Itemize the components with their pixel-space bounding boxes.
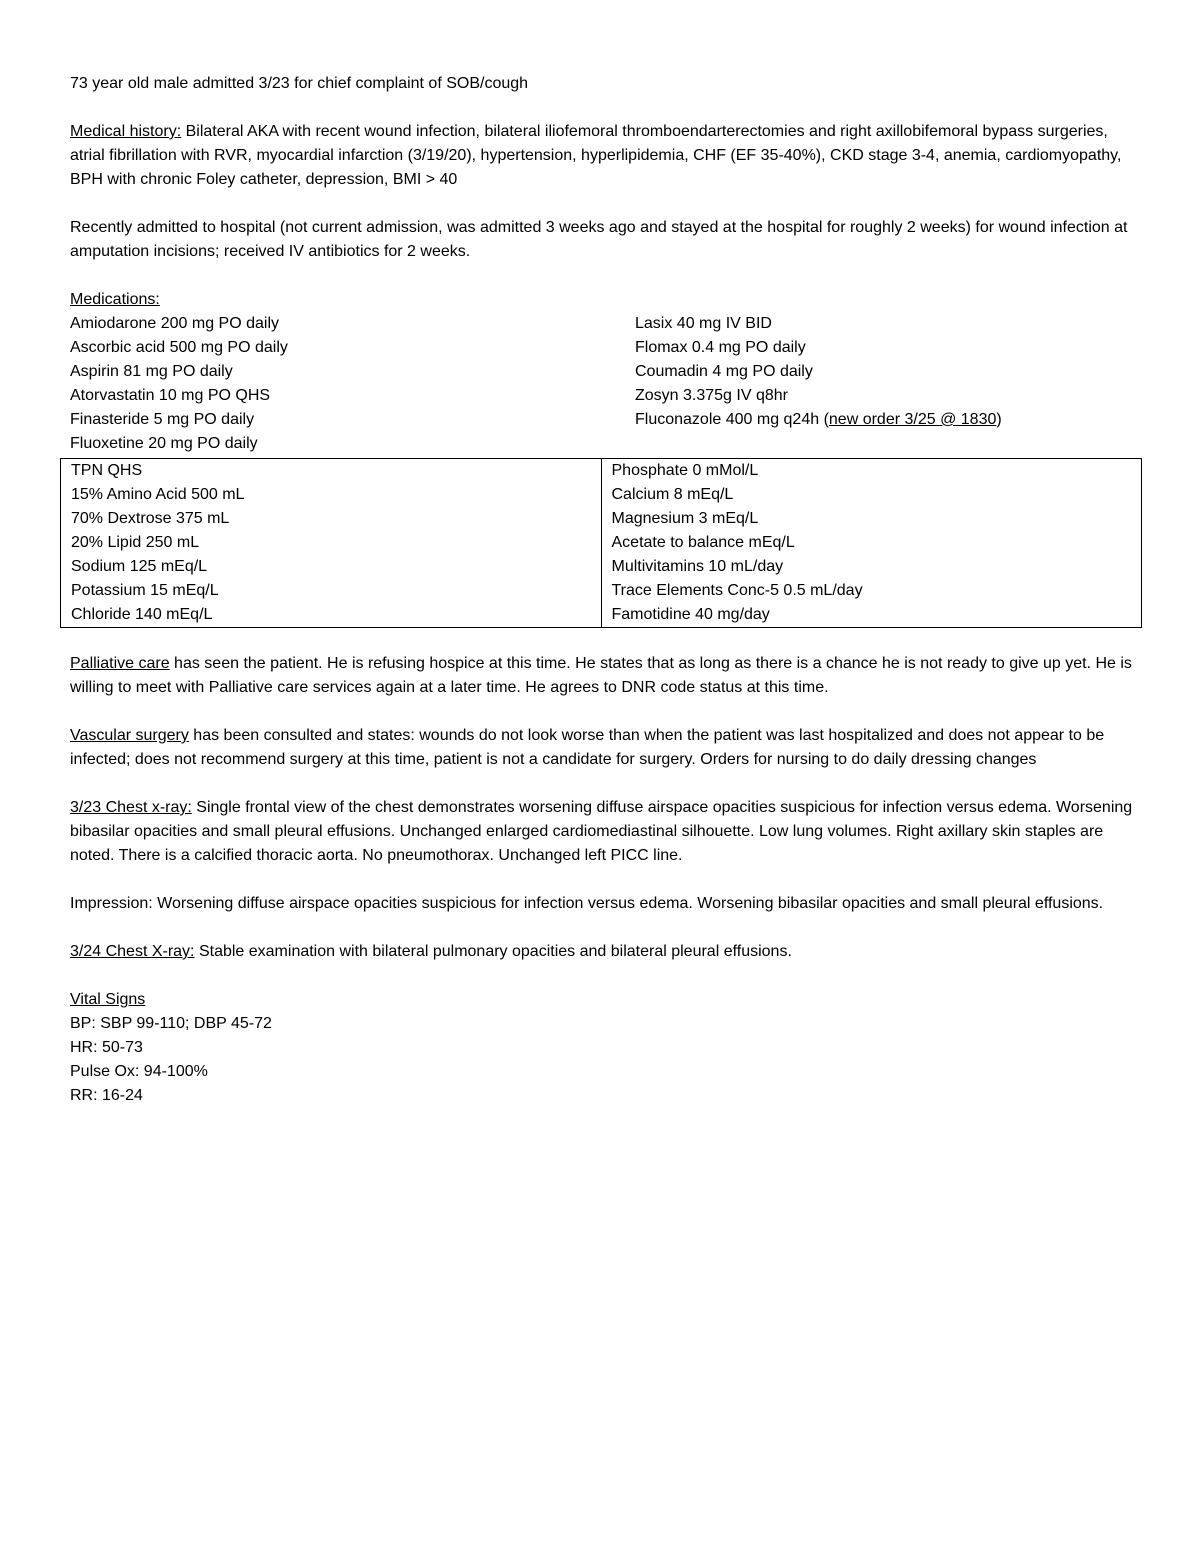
tpn-item: Trace Elements Conc-5 0.5 mL/day [611,582,863,599]
tpn-item: Acetate to balance mEq/L [611,534,795,551]
medications-heading [70,288,1142,312]
xray-324-text: Stable examination with bilateral pulmonary opacities and bilateral pleural effusions. [194,943,792,960]
xray-324-label: 3/24 Chest X-ray: [70,943,195,960]
medications-right-column [635,312,1135,456]
medication-item: Ascorbic acid 500 mg PO daily [70,339,288,356]
vascular-text: has been consulted and states: wounds do not look worse than when the patient was last hospitalized and does not appear to be infected; does not recommend surgery at this time, patient is not a candidate for surgery. Orders for nursing to do daily dressing changes [70,727,1105,768]
tpn-item: Magnesium 3 mEq/L [611,510,759,527]
medication-item: Zosyn 3.375g IV q8hr [635,387,788,404]
medication-item: Flomax 0.4 mg PO daily [635,339,806,356]
medication-item: Atorvastatin 10 mg PO QHS [70,387,271,404]
tpn-right-cell [601,459,1142,628]
tpn-item: Chloride 140 mEq/L [71,606,213,623]
vital-signs-heading [70,988,1142,1012]
palliative-label: Palliative care [70,655,170,672]
vital-sign-item: HR: 50-73 [70,1039,143,1056]
medication-item: Lasix 40 mg IV BID [635,315,772,332]
tpn-table [60,458,1142,628]
tpn-item: 15% Amino Acid 500 mL [71,486,245,503]
fluconazole-close: ) [996,411,1002,428]
tpn-item: Sodium 125 mEq/L [71,558,208,575]
tpn-left-cell [61,459,602,628]
xray-323-paragraph [70,796,1142,868]
medication-item: Coumadin 4 mg PO daily [635,363,813,380]
table-row [61,459,1142,628]
medication-item-fluconazole [635,408,1135,432]
medical-history-label: Medical history: [70,123,182,140]
tpn-item: TPN QHS [71,462,143,479]
tpn-item: Famotidine 40 mg/day [611,606,770,623]
xray-323-label: 3/23 Chest x-ray: [70,799,192,816]
palliative-text: has seen the patient. He is refusing hospice at this time. He states that as long as there is a chance he is not ready to give up yet. He is willing to meet with Palliative care services again at a later time. He agrees to DNR code status at this time. [70,655,1132,696]
medications-label: Medications: [70,291,160,308]
vascular-paragraph [70,724,1142,772]
xray-324-paragraph [70,940,1142,964]
medication-item: Finasteride 5 mg PO daily [70,411,255,428]
tpn-item: 70% Dextrose 375 mL [71,510,230,527]
medical-history-paragraph [70,120,1142,192]
tpn-item: Calcium 8 mEq/L [611,486,734,503]
medication-item: Amiodarone 200 mg PO daily [70,315,279,332]
medication-item: Aspirin 81 mg PO daily [70,363,233,380]
patient-case-document [70,72,1142,1108]
tpn-item: Potassium 15 mEq/L [71,582,219,599]
palliative-paragraph [70,652,1142,700]
vital-sign-item: BP: SBP 99-110; DBP 45-72 [70,1015,272,1032]
medical-history-text: Bilateral AKA with recent wound infection, bilateral iliofemoral thromboendarterectomies and right axillobifemoral bypass surgeries, atrial fibrillation with RVR, myocardial infarction (3/19/20), hypertension, hyperlipidemia, CHF (EF 35-40%), CKD stage 3-4, anemia, cardiomyopathy, BPH with chronic Foley catheter, depression, BMI > 40 [70,123,1122,188]
recent-admission-paragraph: Recently admitted to hospital (not current admission, was admitted 3 weeks ago and stayed at the hospital for roughly 2 weeks) for wound infection at amputation incisions; received IV antibiotics for 2 weeks. [70,219,1128,260]
tpn-item: Multivitamins 10 mL/day [611,558,784,575]
vascular-label: Vascular surgery [70,727,189,744]
medications-list [70,312,1142,456]
vital-sign-item: Pulse Ox: 94-100% [70,1063,208,1080]
xray-323-text: Single frontal view of the chest demonstrates worsening diffuse airspace opacities suspicious for infection versus edema. Worsening bibasilar opacities and small pleural effusions. Unchanged enlarged cardiomediastinal silhouette. Low lung volumes. Right axillary skin staples are noted. There is a calcified thoracic aorta. No pneumothorax. Unchanged left PICC line. [70,799,1133,864]
intro-line: 73 year old male admitted 3/23 for chief complaint of SOB/cough [70,75,529,92]
fluconazole-new-order: new order 3/25 @ 1830 [828,411,997,428]
fluconazole-text: Fluconazole 400 mg q24h ( [635,411,829,428]
vital-signs-label: Vital Signs [70,991,146,1008]
tpn-item: Phosphate 0 mMol/L [611,462,759,479]
vital-signs-list [70,1012,1142,1108]
impression-paragraph: Impression: Worsening diffuse airspace opacities suspicious for infection versus edema. Worsening bibasilar opacities and small pleural effusions. [70,895,1104,912]
medications-left-column [70,312,635,456]
tpn-item: 20% Lipid 250 mL [71,534,200,551]
vital-sign-item: RR: 16-24 [70,1087,143,1104]
medication-item: Fluoxetine 20 mg PO daily [70,435,258,452]
